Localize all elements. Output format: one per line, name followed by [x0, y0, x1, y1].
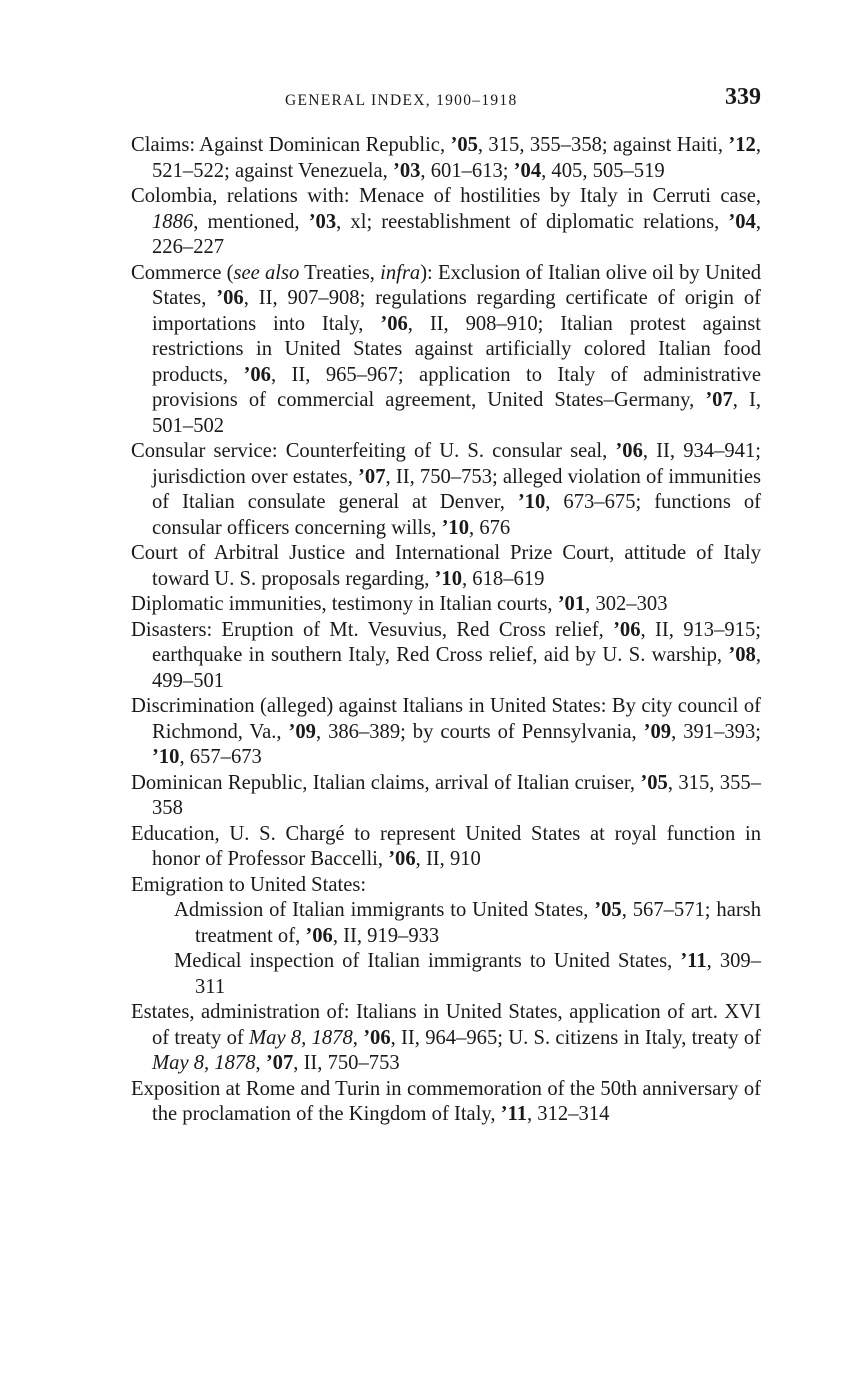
entry-text: , — [255, 1052, 266, 1074]
entry-text: , II, 910 — [415, 848, 481, 870]
entry-text: , II, 907–908; regulations regarding certificate of origin of importations into Italy, — [152, 287, 761, 335]
year-ref: ’06 — [613, 618, 641, 641]
italic-text: 1886 — [152, 210, 194, 233]
page-header — [0, 84, 855, 118]
entry-text: , I, 501–502 — [152, 389, 761, 437]
entry-text: Treaties, — [299, 261, 381, 284]
year-ref: ’06 — [380, 312, 408, 335]
italic-text: infra — [380, 261, 421, 284]
entry-text: , mentioned, — [193, 210, 309, 233]
entry-text: Discrimination (alleged) against Italians in United States: By city council of Richmond, Va., — [131, 695, 761, 743]
index-entry-estates — [131, 1000, 761, 1077]
year-ref: ’11 — [500, 1103, 527, 1125]
index-entry-emigration-medical-inspection — [131, 949, 761, 1000]
entry-text: Dominican Republic, Italian claims, arrival of Italian cruiser, — [131, 771, 641, 794]
entry-text: , 567–571; harsh treatment of, — [195, 899, 761, 947]
entry-text: , 673–675; functions of consular officers concerning wills, — [152, 491, 761, 539]
entry-text: Consular service: Counterfeiting of U. S. consular seal, — [131, 440, 616, 462]
entry-text: , 657–673 — [179, 746, 262, 768]
entry-text: , 315, 355–358 — [152, 771, 761, 819]
entry-text: , II, 919–933 — [332, 924, 440, 947]
year-ref: ’06 — [243, 363, 271, 386]
index-entries — [131, 133, 761, 1128]
entry-text: Claims: Against Dominican Republic, — [131, 134, 451, 156]
entry-text: Estates, administration of: Italians in United States, application of art. XVI of treaty of — [131, 1001, 761, 1049]
entry-text: , xl; reestablishment of diplomatic relations, — [336, 210, 729, 233]
entry-text: , II, 964–965; U. S. citizens in Italy, treaty of — [390, 1026, 761, 1049]
index-entry-education — [131, 822, 761, 873]
index-entry-claims — [131, 133, 761, 184]
entry-text: , II, 913–915; earthquake in southern Italy, Red Cross relief, aid by U. S. warship, — [152, 618, 761, 666]
index-entry-colombia — [131, 184, 761, 261]
year-ref: ’01 — [557, 593, 586, 615]
page-number: 339 — [725, 84, 761, 110]
year-ref: ’05 — [640, 771, 668, 794]
year-ref: ’05 — [450, 134, 478, 156]
year-ref: ’12 — [728, 134, 756, 156]
entry-text: Exposition at Rome and Turin in commemoration of the 50th anniversary of the proclamation of the Kingdom of Italy, — [131, 1077, 761, 1125]
year-ref: ’07 — [705, 389, 733, 411]
italic-text: May 8, 1878 — [152, 1052, 256, 1074]
entry-text: Diplomatic immunities, testimony in Italian courts, — [131, 593, 558, 615]
entry-text: Court of Arbitral Justice and International Prize Court, attitude of Italy toward U. S. proposals regarding, — [131, 542, 761, 590]
index-entry-consular-service — [131, 439, 761, 541]
index-entry-discrimination — [131, 694, 761, 771]
entry-text: , 521–522; against Venezuela, — [152, 134, 761, 182]
entry-text: , 315, 355–358; against Haiti, — [477, 134, 729, 156]
entry-text: , 386–389; by courts of Pennsylvania, — [315, 720, 644, 743]
entry-text: , 405, 505–519 — [541, 159, 665, 182]
entry-text: , 618–619 — [462, 567, 545, 590]
index-entry-commerce — [131, 261, 761, 440]
index-entry-exposition — [131, 1077, 761, 1128]
year-ref: ’06 — [216, 287, 244, 309]
entry-text: , 309–311 — [195, 950, 762, 998]
year-ref: ’09 — [643, 720, 672, 743]
entry-text: Education, U. S. Chargé to represent United States at royal function in honor of Professor Baccelli, — [131, 822, 761, 870]
year-ref: ’10 — [152, 746, 180, 768]
index-entry-emigration — [131, 873, 761, 899]
italic-text: see also — [233, 261, 300, 284]
entry-text: , 676 — [469, 516, 511, 539]
entry-text: , 302–303 — [585, 593, 668, 615]
italic-text: May 8, 1878 — [249, 1026, 353, 1049]
year-ref: ’03 — [308, 210, 337, 233]
entry-text: , II, 965–967; application to Italy of administrative provisions of commercial agreement, United States–Germany, — [152, 363, 761, 411]
year-ref: ’06 — [615, 440, 643, 462]
entry-text: , II, 934–941; jurisdiction over estates, — [152, 440, 761, 488]
index-entry-emigration-admission — [131, 898, 761, 949]
index-entry-disasters — [131, 618, 761, 695]
entry-text: Colombia, relations with: Menace of hostilities by Italy in Cerruti case, — [131, 185, 761, 207]
entry-text: , 391–393; — [671, 720, 761, 743]
year-ref: ’03 — [392, 159, 421, 182]
entry-text: ): Exclusion of Italian olive oil by United States, — [152, 261, 762, 309]
entry-text: , 499–501 — [152, 644, 761, 692]
year-ref: ’09 — [288, 720, 316, 743]
entry-text: , II, 908–910; Italian protest against restrictions in United States against artificially colored Italian food products, — [152, 312, 761, 386]
year-ref: ’06 — [363, 1026, 391, 1049]
entry-text: , 601–613; — [420, 159, 514, 182]
index-entry-court-of-arbitral-justice — [131, 541, 761, 592]
entry-text: Disasters: Eruption of Mt. Vesuvius, Red Cross relief, — [131, 618, 614, 641]
entry-text: , II, 750–753 — [293, 1052, 400, 1074]
year-ref: ’05 — [594, 899, 622, 921]
entry-text: Admission of Italian immigrants to United States, — [174, 899, 595, 921]
entry-text: Commerce ( — [131, 261, 234, 284]
year-ref: ’06 — [305, 924, 333, 947]
year-ref: ’08 — [728, 644, 756, 666]
entry-text: Medical inspection of Italian immigrants to United States, — [174, 950, 681, 972]
year-ref: ’10 — [441, 516, 470, 539]
entry-text: , 226–227 — [152, 210, 761, 258]
year-ref: ’11 — [680, 950, 707, 972]
entry-text: Emigration to United States: — [131, 873, 367, 896]
entry-text: , II, 750–753; alleged violation of immunities of Italian consulate general at Denver, — [152, 465, 762, 513]
index-entry-dominican-republic — [131, 771, 761, 822]
year-ref: ’04 — [513, 159, 542, 182]
index-entry-diplomatic-immunities — [131, 592, 761, 618]
running-title: GENERAL INDEX, 1900–1918 — [285, 92, 518, 109]
entry-text: , 312–314 — [527, 1103, 610, 1125]
entry-text: , — [352, 1026, 364, 1049]
year-ref: ’06 — [388, 848, 416, 870]
year-ref: ’07 — [358, 465, 386, 488]
year-ref: ’04 — [728, 210, 756, 233]
year-ref: ’10 — [434, 567, 462, 590]
year-ref: ’10 — [517, 491, 546, 513]
year-ref: ’07 — [265, 1052, 294, 1074]
